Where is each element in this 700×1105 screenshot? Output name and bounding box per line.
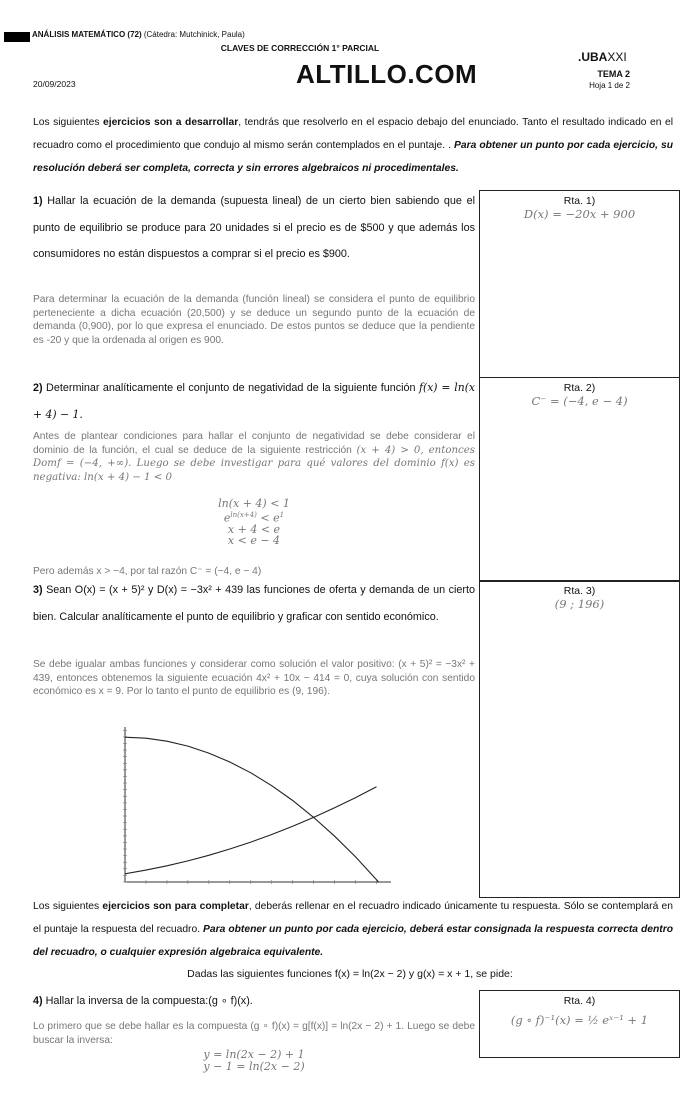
rta-value-3: (9 ; 196) [554,597,605,611]
demand-curve [125,737,379,882]
answer-4-steps [33,1049,475,1072]
uba-logo: .UBAXXI [578,50,627,64]
tema-label: TEMA 2 [597,69,630,79]
rta-value-2: C⁻ = (−4, e − 4) [531,394,628,408]
answer-box-2 [479,377,680,582]
question-2: 2) Determinar analíticamente el conjunto de negatividad de la siguiente función f(x) = ln(x + 4) − 1. [33,381,475,421]
rta-value-1: D(x) = −20x + 900 [523,207,636,221]
redaction-bar [4,32,30,42]
rta-label-2: Rta. 2) [563,382,596,394]
question-3: 3) Sean O(x) = (x + 5)² y D(x) = −3x² + 439 las funciones de oferta y demanda de un cierto bien. Calcular analíticamente el punto de equilibrio y graficar con sentido económico. [33,584,475,623]
question-1: 1) Hallar la ecuación de la demanda (supuesta lineal) de un cierto bien sabiendo que el punto de equilibrio se produce para 20 unidades si el precio es de $500 y que además los consumidores no están dispuestos a comprar si el precio es $900. [33,195,475,260]
answer-2-closing: Pero además x > −4, por tal razón C⁻ = (−4, e − 4) [33,566,262,577]
watermark: ALTILLO.COM [296,59,478,89]
rta-label-4: Rta. 4) [563,995,596,1007]
equilibrium-chart [112,724,394,892]
answer-box-3 [479,580,680,898]
step-line: x < e − 4 [227,534,281,548]
answer-key-title: CLAVES DE CORRECCIÓN 1° PARCIAL [220,43,380,53]
step-line: ln(x + 4) < 1 [218,497,290,510]
step-line: y = ln(2x − 2) + 1 [203,1048,305,1061]
answer-3: Se debe igualar ambas funciones y considerar como solución el valor positivo: (x + 5)² = −3x² + 439, entonces obtenemos la siguiente ecuación 4x² + 10x − 414 = 0, cuya solución con sentido económico es x = 9. Por lo tanto el punto de equilibrio es (9, 196). [33,659,475,698]
rta-value-4: (g ∘ f)⁻¹(x) = ½ eˣ⁻¹ + 1 [510,1013,649,1027]
subject-header: ANÁLISIS MATEMÁTICO (72) (Cátedra: Mutchinick, Paula) [32,30,245,39]
answer-2: Antes de plantear condiciones para hallar el conjunto de negatividad se debe considerar el dominio de la función, el cual se deduce de la siguiente restricción (x + 4) > 0, entonces Domf = (−4, +∞). Luego se debe investigar para qué valores del dominio f(x) es negativa: ln(x + 4) − 1 < 0 [33,431,475,483]
answer-4: Lo primero que se debe hallar es la compuesta (g ∘ f)(x) = g[f(x)] = ln(2x − 2) + 1. Luego se debe buscar la inversa: [33,1021,475,1046]
given-functions: Dadas las siguientes funciones f(x) = ln(2x − 2) y g(x) = x + 1, se pide: [187,968,513,980]
step-line-exp: $e^{ln(x+4)} < e^1$ [223,510,285,525]
instructions-develop: Los siguientes ejercicios son a desarrollar, tendrás que resolverlo en el espacio debajo del enunciado. Tanto el resultado indicado en el recuadro como el procedimiento que condujo al mismo serán contemplados en el puntaje. . Para obtener un punto por cada ejercicio, su resolución deberá ser completa, correcta y sin errores algebraicos ni procedimentales. [33,117,674,174]
supply-curve [125,787,377,874]
rta-label-3: Rta. 3) [563,585,596,597]
answer-1: Para determinar la ecuación de la demanda (función lineal) se considera el punto de equilibrio perteneciente a dicha ecuación (20,500) y se deduce un segundo punto de la ecuación de demanda (0,900), por lo que expresa el enunciado. De estos puntos se deduce que la pendiente es -20 y que la ordenada al origen es 900. [33,294,475,346]
exam-date: 20/09/2023 [33,79,76,89]
answer-box-4 [479,990,680,1058]
question-4: 4) Hallar la inversa de la compuesta:(g ∘ f)(x). [33,995,253,1007]
page-indicator: Hoja 1 de 2 [589,81,630,90]
instructions-complete: Los siguientes ejercicios son para completar, deberás rellenar en el recuadro indicado únicamente tu respuesta. Sólo se contemplará en el puntaje la respuesta del recuadro. Para obtener un punto por cada ejercicio, deberá estar consignada la respuesta correcta dentro del recuadro, o cualquier expresión algebraica equivalente. [33,901,674,958]
step-line: x + 4 < e [227,522,281,536]
step-line: y − 1 = ln(2x − 2) [203,1059,305,1073]
answer-box-1 [479,190,680,378]
rta-label-1: Rta. 1) [563,195,596,207]
answer-2-steps [33,498,475,547]
